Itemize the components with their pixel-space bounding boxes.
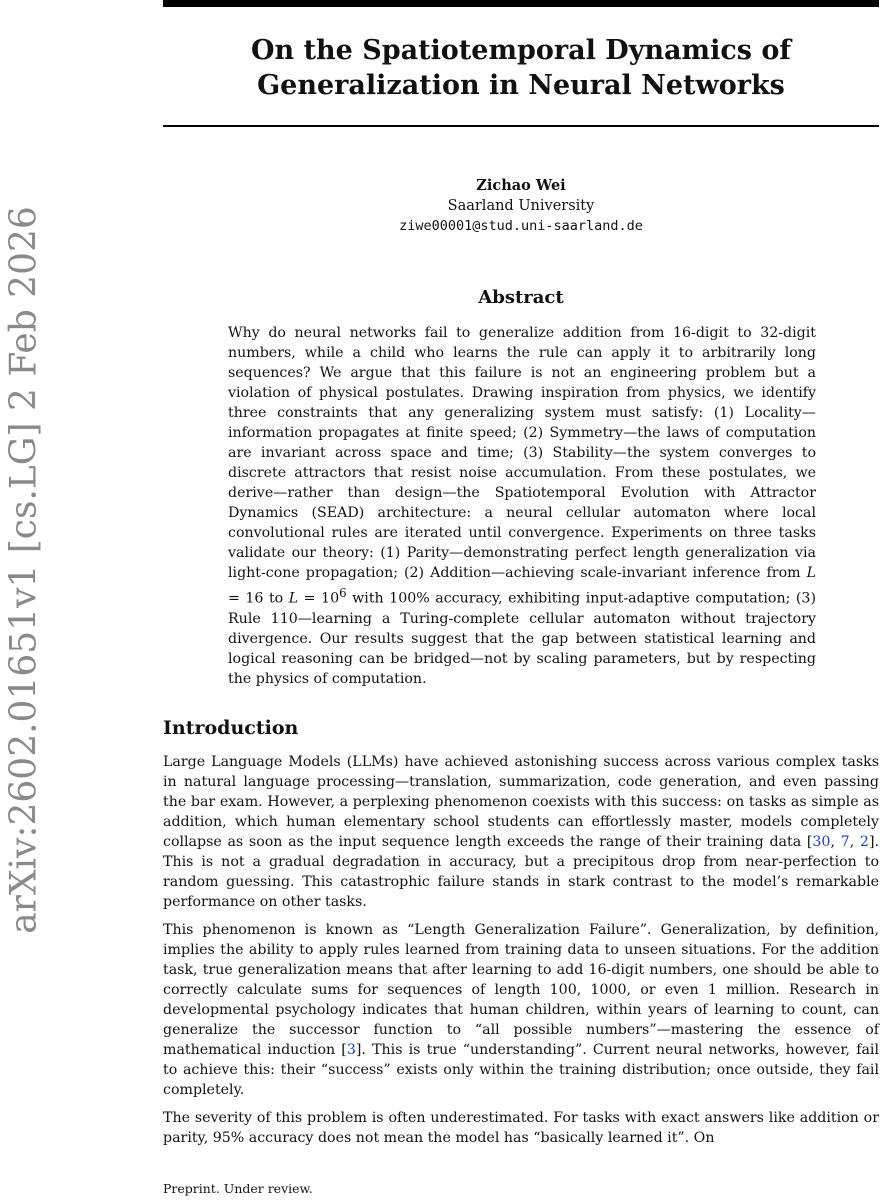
citation-link[interactable]: 30: [812, 834, 831, 850]
citation-link[interactable]: 3: [346, 1042, 356, 1058]
math-L-2: L: [288, 590, 299, 607]
title-line-2: Generalization in Neural Networks: [257, 70, 785, 101]
author-block: [163, 176, 879, 236]
math-L-1: L: [806, 565, 816, 581]
paper-title: [163, 33, 879, 103]
intro-p1-tail: ]. This is not a gradual degradation in accuracy, but a precipitous drop from near-perfection to random guessing. This catastrophic failure stands in stark contrast to the model’s remarkable performance on other tasks.: [163, 834, 879, 910]
top-rule: [163, 0, 879, 7]
abstract-text-part1: Why do neural networks fail to generalize addition from 16-digit to 32-digit numbers, while a child who learns the rule can apply it to arbitrarily long sequences? We argue that this failure is not an engineering problem but a violation of physical postulates. Drawing inspiration from physics, we identify three constraints that any generalizing system must satisfy: (1) Locality—information propagates at finite speed; (2) Symmetry—the laws of computation are invariant across space and time; (3) Stability—the system converges to discrete attractors that resist noise accumulation. From these postulates, we derive—rather than design—the Spatiotemporal Evolution with Attractor Dynamics (SEAD) architecture: a neural cellular automaton where local convolutional rules are iterated until convergence. Experiments on three tasks validate our theory: (1) Parity—demonstrating perfect length generalization via light-cone propagation; (2) Addition—achieving scale-invariant inference from: [228, 325, 816, 581]
title-line-1: On the Spatiotemporal Dynamics of: [250, 35, 792, 66]
abstract-text-part2: with 100% accuracy, exhibiting input-adaptive computation; (3) Rule 110—learning a Turing-complete cellular automaton without trajectory divergence. Our results suggest that the gap between statistical learning and logical reasoning can be bridged—not by scaling parameters, but by respecting the physics of computation.: [228, 590, 816, 687]
abstract-eq-1: = 16 to: [228, 590, 289, 607]
author-affiliation: Saarland University: [447, 198, 595, 214]
author-name: Zichao Wei: [476, 177, 566, 194]
intro-p2-text: This phenomenon is known as “Length Generalization Failure”. Generalization, by definition, implies the ability to apply rules learned from training data to unseen situations. For the addition task, true generalization means that after learning to add 16-digit numbers, one should be able to correctly calculate sums for sequences of length 100, 1000, or even 1 million. Research in developmental psychology indicates that human children, within years of learning to count, can generalize the successor function to “all possible numbers”—mastering the essence of mathematical induction [: [163, 922, 879, 1058]
intro-paragraph-2: [163, 920, 879, 1100]
section-heading-introduction: Introduction: [163, 717, 299, 739]
abstract-body: [228, 323, 816, 689]
intro-p2-tail: ]. This is true “understanding”. Current neural networks, however, fail to achieve this: their “success” exists only within the training distribution; once outside, they fail completely.: [163, 1042, 879, 1098]
arxiv-identifier[interactable]: arXiv:2602.01651v1 [cs.LG] 2 Feb 2026: [3, 206, 45, 934]
citation-link[interactable]: 7: [840, 834, 850, 850]
citation-link[interactable]: 2: [859, 834, 869, 850]
intro-paragraph-1: Large Language Models (LLMs) have achieved astonishing success across various complex tasks in natural language processing—translation, summarization, code generation, and even passing the bar exam. However, a perplexing phenomenon coexists with this success: on tasks as simple as addition, which human elementary school students can effortlessly master, models completely collapse as soon as the input sequence length exceeds the range of their training data [30, 7, 2]. This is not a gradual degradation in accuracy, but a precipitous drop from near-perfection to random guessing. This catastrophic failure stands in stark contrast to the model’s remarkable performance on other tasks.: [163, 754, 879, 910]
abstract-heading: Abstract: [478, 287, 564, 308]
abstract-eq-2: = 10: [298, 590, 340, 607]
footer-note: Preprint. Under review.: [163, 1181, 313, 1196]
intro-p1-text: Large Language Models (LLMs) have achieved astonishing success across various complex tasks in natural language processing—translation, summarization, code generation, and even passing the bar exam. However, a perplexing phenomenon coexists with this success: on tasks as simple as addition, which human elementary school students can effortlessly master, models completely collapse as soon as the input sequence length exceeds the range of their training data [: [163, 754, 879, 850]
intro-paragraph-3: The severity of this problem is often underestimated. For tasks with exact answers like addition or parity, 95% accuracy does not mean the model has “basically learned it”. On: [163, 1110, 879, 1146]
title-rule: [163, 125, 879, 127]
author-email[interactable]: ziwe00001@stud.uni-saarland.de: [399, 218, 643, 234]
math-exponent: 6: [339, 586, 347, 600]
